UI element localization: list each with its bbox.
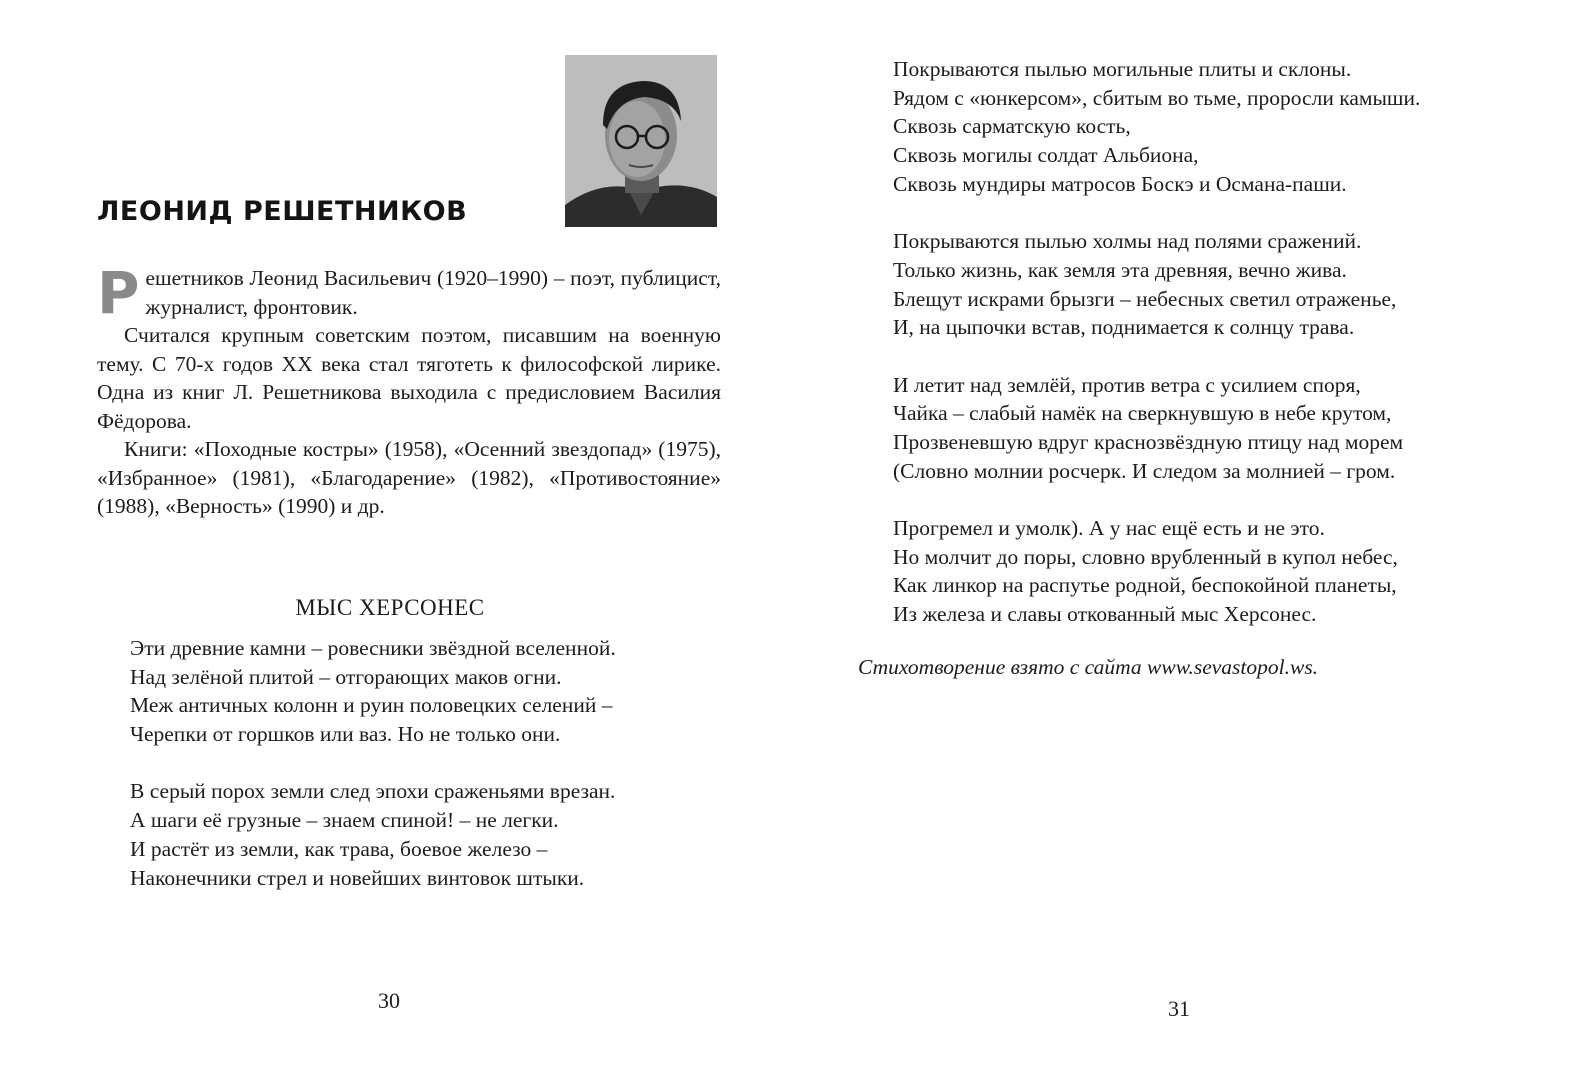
bio-first-paragraph-text: ешетников Леонид Васильевич (1920–1990) – поэт, публицист, журналист, фронтовик. bbox=[145, 266, 721, 319]
bio-paragraph: Считался крупным советским поэтом, писавшим на военную тему. С 70-х годов XX века стал тяготеть к философской лирике. Одна из книг Л. Решетникова выходила с предисловием Василия Фёдорова. bbox=[97, 323, 721, 433]
poem-line: Эти древние камни – ровесники звёздной вселенной. bbox=[130, 636, 616, 660]
poem-line: В серый порох земли след эпохи сраженьями врезан. bbox=[130, 779, 616, 804]
stanza bbox=[893, 227, 1420, 342]
poem-line: Прозвеневшую вдруг краснозвёздную птицу над морем bbox=[893, 429, 1404, 454]
poem-line: Покрываются пылью могильные плиты и склоны. bbox=[893, 57, 1352, 81]
poem-body-left bbox=[130, 634, 616, 892]
poem-title: МЫС ХЕРСОНЕС bbox=[295, 595, 485, 620]
poem-line: Сквозь сарматскую кость, bbox=[893, 114, 1131, 139]
poem-line: А шаги её грузные – знаем спиной! – не легки. bbox=[130, 808, 559, 833]
stanza bbox=[893, 514, 1420, 629]
stanza bbox=[130, 777, 616, 892]
bio-paragraph: Книги: «Походные костры» (1958), «Осенний звездопад» (1975), «Избранное» (1981), «Благодарение» (1982), «Противостояние» (1988), «Верность» (1990) и др. bbox=[97, 437, 721, 518]
poem-line: И летит над землёй, против ветра с усилием споря, bbox=[893, 372, 1361, 397]
poem-line: Прогремел и умолк). А у нас ещё есть и не это. bbox=[893, 516, 1325, 540]
poem-line: Меж античных колонн и руин половецких селений – bbox=[130, 693, 613, 718]
poem-line: Черепки от горшков или ваз. Но не только они. bbox=[130, 722, 561, 747]
left-page bbox=[0, 0, 790, 1080]
poem-line: (Словно молнии росчерк. И следом за молнией – гром. bbox=[893, 458, 1396, 483]
poem-line: Чайка – слабый намёк на сверкнувшую в небе крутом, bbox=[893, 401, 1392, 426]
dropcap-letter: Р bbox=[97, 259, 140, 327]
poem-line: Рядом с «юнкерсом», сбитым во тьме, проросли камыши. bbox=[893, 85, 1421, 110]
stanza bbox=[893, 55, 1420, 198]
poem-body-right bbox=[893, 55, 1420, 629]
poem-line: Блещут искрами брызги – небесных светил отраженье, bbox=[893, 286, 1397, 311]
poem-line: Покрываются пылью холмы над полями сражений. bbox=[893, 229, 1362, 254]
bio-paragraph bbox=[97, 259, 721, 327]
stanza bbox=[893, 371, 1420, 486]
poem-line: Над зелёной плитой – отгорающих маков огни. bbox=[130, 664, 562, 689]
author-title: ЛЕОНИД РЕШЕТНИКОВ bbox=[97, 196, 468, 227]
page-number: 31 bbox=[1168, 996, 1190, 1021]
right-page bbox=[790, 0, 1585, 1080]
poem-line: И растёт из земли, как трава, боевое железо – bbox=[130, 836, 548, 861]
stanza bbox=[130, 634, 616, 749]
poem-line: И, на цыпочки встав, поднимается к солнцу трава. bbox=[893, 315, 1355, 340]
author-portrait bbox=[565, 55, 717, 227]
source-note: Стихотворение взято с сайта www.sevastopol.ws. bbox=[858, 655, 1319, 679]
page-number: 30 bbox=[378, 988, 400, 1013]
poem-line: Только жизнь, как земля эта древняя, вечно жива. bbox=[893, 257, 1347, 282]
author-bio bbox=[97, 259, 721, 521]
poem-line: Но молчит до поры, словно врубленный в купол небес, bbox=[893, 544, 1398, 569]
poem-line: Как линкор на распутье родной, беспокойной планеты, bbox=[893, 573, 1397, 598]
poem-line: Из железа и славы откованный мыс Херсонес. bbox=[893, 602, 1317, 627]
poem-line: Сквозь мундиры матросов Боскэ и Османа-паши. bbox=[893, 171, 1347, 196]
poem-line: Сквозь могилы солдат Альбиона, bbox=[893, 143, 1199, 168]
poem-line: Наконечники стрел и новейших винтовок штыки. bbox=[130, 865, 585, 890]
